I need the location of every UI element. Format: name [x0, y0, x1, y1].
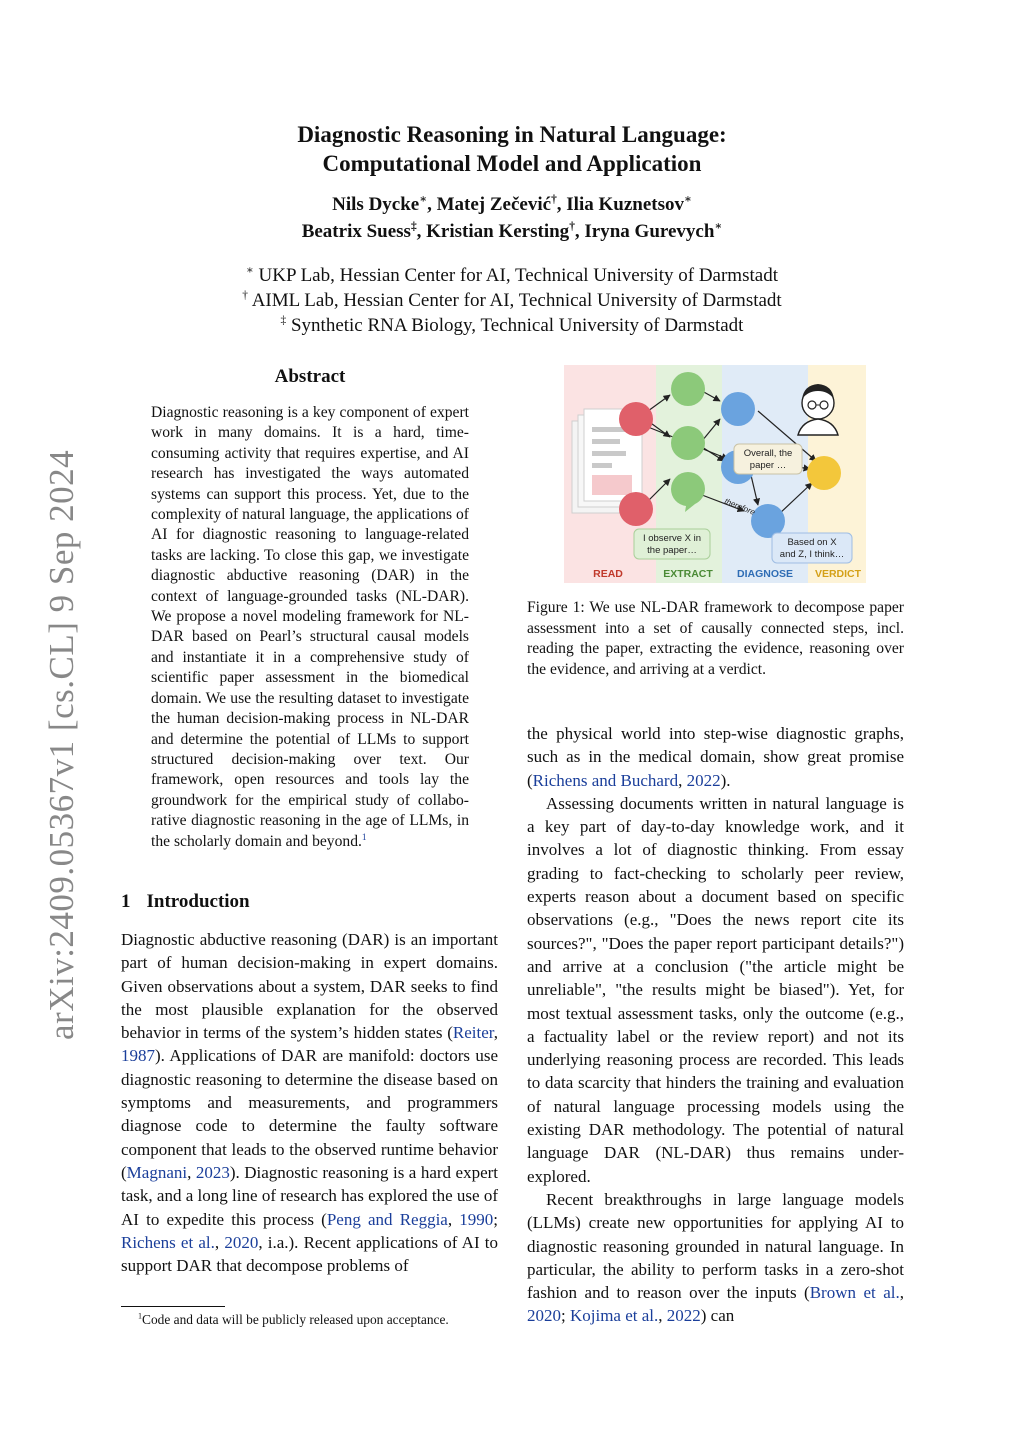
title-line-2: Computational Model and Application — [322, 151, 702, 176]
author-name: , Ilia Kuznetsov — [556, 194, 684, 215]
author-list — [180, 191, 844, 245]
bubble-observe-line-2: the paper… — [647, 545, 697, 556]
author-mark: ‡ — [410, 220, 417, 233]
abstract-heading: Abstract — [274, 366, 346, 387]
author-name: Nils Dycke — [332, 194, 420, 215]
affiliation-mark: ‡ — [280, 314, 287, 327]
arxiv-identifier: arXiv:2409.05367v1 [cs.CL] 9 Sep 2024 — [42, 449, 81, 1040]
stage-label-read: READ — [593, 568, 623, 580]
read-node-bottom — [619, 492, 653, 526]
citation-link[interactable]: 1990 — [459, 1209, 494, 1229]
stage-label-verdict: VERDICT — [814, 568, 862, 580]
author-name: , Iryna Gurevych — [574, 221, 715, 242]
title-line-1: Diagnostic Reasoning in Natural Language: — [297, 122, 727, 147]
author-name: , Matej Zečević — [427, 194, 552, 215]
citation-link[interactable]: Richens and Buchard — [532, 770, 679, 790]
intro-paragraph-2: Assessing documents written in natural language is a key part of day-to-day knowledge work, and it involves a lot of diagnostic thinking. From essay grading to fact-checking to scholarly peer review, experts reason about a document based on specific observations (e.g., "Does the news report cite its sources?", "Does the paper report participant details?") and arrive at a conclusion ("the article might be unreliable", "the results might be biased"). Yet, for most textual assessment tasks, only the outcome (e.g., a factuality label or the review report) and not its underlying reasoning process are recorded. This leads to data scarcity that hinders the training and evaluation of natural language processing models using the existing DAR methodology. The potential of natural language DAR (NL-DAR) thus remains under-explored. — [527, 793, 904, 1186]
intro-right-column — [527, 722, 904, 1328]
citation-link[interactable]: 2022 — [686, 770, 721, 790]
affiliation-ukp: ∗ UKP Lab, Hessian Center for AI, Technical University of Darmstadt — [246, 264, 778, 286]
extract-node-1 — [671, 372, 705, 406]
bubble-based-line-1: Based on X — [787, 537, 837, 548]
bubble-overall-line-2: paper … — [749, 460, 787, 471]
arrow-label-therefore: therefore — [723, 496, 757, 517]
citation-link[interactable]: 2020 — [224, 1232, 259, 1252]
intro-paragraph-1: Diagnostic abductive reasoning (DAR) is an important part of human decision-making in expert domains. Given observations about a system, DAR seeks to find the most plausible explanation for the observed behavior in terms of the system’s hidden states (Reiter, 1987). Applications of DAR are manifold: doctors use diagnostic reasoning to determine the disease based on symptoms and measurements, and programmers diagnose code to determine the faulty software component that leads to the observed runtime behavior (Magnani, 2023). Diagnostic reasoning is a hard expert task, and a long line of research has explored the use of AI to expedite this process (Peng and Reggia, 1990; Richens et al., 2020, i.a.). Recent applications of AI to support DAR that decompose problems of — [121, 930, 499, 1276]
stage-label-diagnose: DIAGNOSE — [736, 568, 794, 580]
author-mark: † — [569, 220, 575, 233]
section-heading-introduction — [121, 891, 250, 913]
author-line-2 — [180, 218, 844, 245]
stage-label-extract: EXTRACT — [663, 568, 713, 580]
bubble-observe — [634, 529, 710, 559]
affiliation-rna: ‡ Synthetic RNA Biology, Technical University of Darmstadt — [280, 314, 744, 336]
affiliations — [180, 263, 844, 338]
citation-link[interactable]: 2020 — [527, 1306, 561, 1326]
bubble-overall-line-1: Overall, the — [743, 448, 793, 459]
intro-paragraph-3: Recent breakthroughs in large language models (LLMs) create new opportunities for applying AI to diagnostic reasoning grounded in natural language. In particular, the ability to perform tasks in a zero-shot fashion and to reason over the inputs (Brown et al., 2020; Kojima et al., 2022) can — [527, 1189, 904, 1326]
affiliation-mark: † — [242, 289, 248, 302]
figure-1 — [564, 365, 866, 583]
bubble-observe-line-1: I observe X in — [642, 533, 702, 544]
citation-link[interactable]: Brown et al. — [809, 1283, 900, 1303]
diagnose-node-1 — [721, 392, 755, 426]
bubble-overall — [734, 444, 802, 474]
citation-link[interactable]: Magnani — [126, 1162, 188, 1182]
affiliation-mark: ∗ — [246, 264, 254, 277]
author-mark: ∗ — [683, 193, 692, 206]
author-mark: † — [551, 193, 557, 206]
citation-link[interactable]: 2022 — [666, 1306, 701, 1326]
extract-node-2 — [671, 426, 705, 460]
footnote-text: Code and data will be publicly released upon acceptance. — [142, 1312, 449, 1327]
section-number: 1 — [121, 891, 131, 912]
author-name: , Kristian Kersting — [416, 221, 570, 242]
abstract-body — [151, 403, 469, 852]
intro-paragraph-continued: the physical world into step-wise diagnostic graphs, such as in the medical domain, show great promise (Richens and Buchard, 2022). — [527, 724, 904, 790]
paper-title — [180, 120, 844, 178]
verdict-node — [807, 456, 841, 490]
author-name: Beatrix Suess — [301, 221, 411, 242]
footnote-ref[interactable]: 1 — [361, 832, 367, 843]
footnote-mark: 1 — [138, 1311, 143, 1321]
author-mark: ∗ — [419, 193, 428, 206]
footnote-rule — [121, 1306, 225, 1307]
citation-link[interactable]: Richens et al. — [121, 1232, 215, 1252]
author-mark: ∗ — [714, 220, 723, 233]
citation-link[interactable]: Kojima et al. — [569, 1306, 659, 1326]
bubble-based-line-2: and Z, I think… — [779, 549, 845, 560]
affiliation-aiml: † AIML Lab, Hessian Center for AI, Technical University of Darmstadt — [242, 289, 782, 311]
abstract-text: Diagnostic reasoning is a key component of expert work in many domains. It is a hard, time-consuming activity that requires expertise, and AI research has investigated the ways automated systems can support this process. Yet, due to the complexity of natural language, the applications of AI for diagnostic reasoning to language-related tasks are lacking. To close this gap, we investigate diagnostic abductive reasoning (DAR) in the context of language-grounded tasks (NL-DAR). We propose a novel modeling framework for NL-DAR based on Pearl’s structural causal models and instantiate it in a comprehensive study of scientific paper assessment in the biomedical domain. We use the resulting dataset to investigate the human decision-making process in NL-DAR and determine the potential of LLMs to support structured decision-making over text. Our framework, open resources and tools lay the groundwork for the empirical study of collaborative diagnostic reasoning in the age of LLMs, in the scholarly domain and beyond. — [151, 404, 469, 850]
intro-left-column — [121, 928, 498, 1277]
figure-1-caption: Figure 1: We use NL-DAR framework to decompose paper assessment into a set of causally connected steps, incl. reading the paper, extracting the evidence, reasoning over the evidence, and arriving at a verdict. — [527, 599, 904, 678]
footnote — [121, 1311, 511, 1328]
citation-link[interactable]: Peng and Reggia — [326, 1209, 448, 1229]
author-line-1 — [180, 191, 844, 218]
citation-link[interactable]: Reiter — [452, 1023, 494, 1043]
bubble-based — [772, 533, 852, 563]
section-title: Introduction — [146, 891, 250, 912]
citation-link[interactable]: 2023 — [195, 1162, 230, 1182]
read-node-top — [619, 402, 653, 436]
citation-link[interactable]: 1987 — [121, 1046, 155, 1066]
